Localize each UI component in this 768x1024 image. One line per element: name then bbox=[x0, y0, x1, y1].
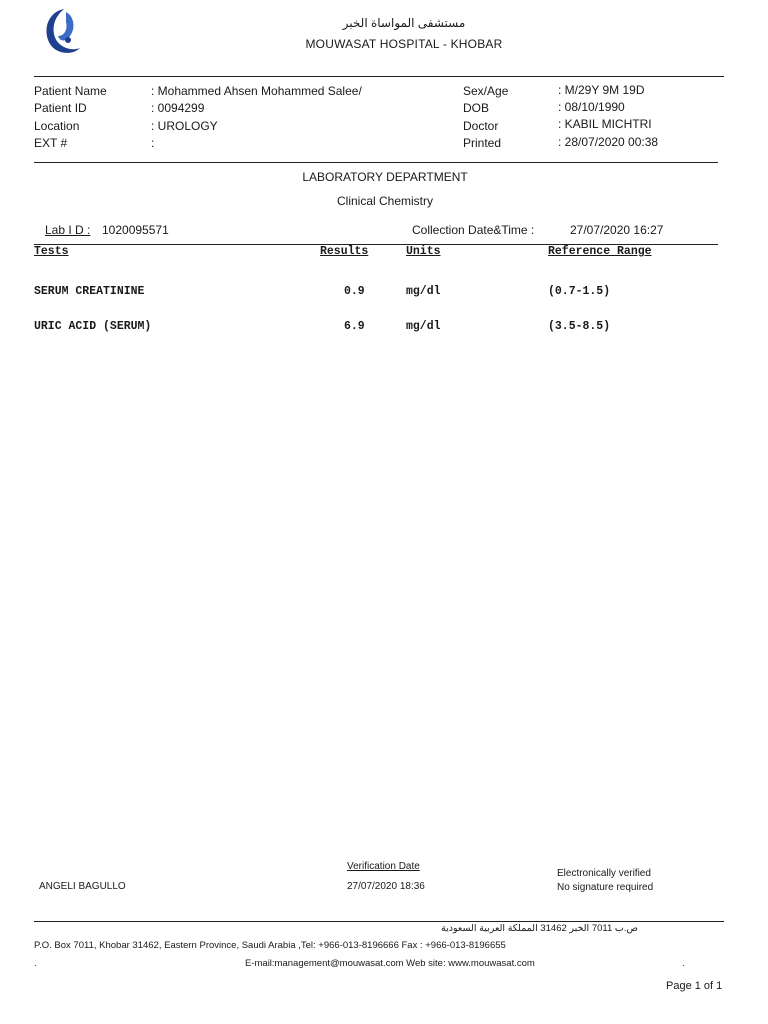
dob-label: DOB bbox=[463, 101, 490, 115]
footer-address-arabic: ص.ب 7011 الخبر 31462 المملكة العربية السعودية bbox=[441, 923, 638, 934]
collection-label: Collection Date&Time : bbox=[412, 223, 535, 237]
row-2-result: 6.9 bbox=[344, 320, 365, 333]
row-2-range: (3.5-8.5) bbox=[548, 320, 611, 333]
sex-age-value: : M/29Y 9M 19D bbox=[558, 83, 645, 97]
sex-age-label: Sex/Age bbox=[463, 84, 509, 98]
info-divider bbox=[34, 162, 718, 163]
collection-value: 27/07/2020 16:27 bbox=[570, 223, 664, 237]
header-divider bbox=[34, 76, 724, 77]
location-label: Location bbox=[34, 119, 80, 133]
printed-label: Printed bbox=[463, 136, 502, 150]
ext-value: : bbox=[151, 136, 155, 150]
doctor-value: : KABIL MICHTRI bbox=[558, 117, 652, 131]
location-value: : UROLOGY bbox=[151, 119, 218, 133]
header-units: Units bbox=[406, 245, 441, 258]
header-results: Results bbox=[320, 245, 369, 258]
row-1-test: SERUM CREATININE bbox=[34, 285, 145, 298]
verification-date-label: Verification Date bbox=[347, 861, 420, 872]
doctor-label: Doctor bbox=[463, 119, 499, 133]
row-1-unit: mg/dl bbox=[406, 285, 441, 298]
row-1-range: (0.7-1.5) bbox=[548, 285, 611, 298]
patient-name-label: Patient Name bbox=[34, 84, 107, 98]
verification-date-value: 27/07/2020 18:36 bbox=[347, 881, 425, 892]
section-title: Clinical Chemistry bbox=[336, 194, 434, 208]
department-title: LABORATORY DEPARTMENT bbox=[302, 170, 468, 184]
header-tests: Tests bbox=[34, 245, 69, 258]
header-reference-range: Reference Range bbox=[548, 245, 652, 258]
technician-name: ANGELI BAGULLO bbox=[39, 881, 126, 892]
footer-dot-left: . bbox=[34, 958, 37, 969]
ext-label: EXT # bbox=[34, 136, 68, 150]
no-signature-text: No signature required bbox=[557, 882, 654, 893]
lab-id-label: Lab I D : bbox=[45, 223, 91, 237]
footer-dot-right: . bbox=[682, 958, 685, 969]
lab-id-value: 1020095571 bbox=[102, 223, 169, 237]
row-2-unit: mg/dl bbox=[406, 320, 441, 333]
footer-divider bbox=[34, 921, 724, 922]
patient-name-value: : Mohammed Ahsen Mohammed Salee/ bbox=[151, 84, 362, 98]
electronic-verified-text: Electronically verified bbox=[557, 868, 651, 879]
patient-id-label: Patient ID bbox=[34, 101, 87, 115]
hospital-name-english: MOUWASAT HOSPITAL - KHOBAR bbox=[305, 37, 503, 51]
footer-address-english: P.O. Box 7011, Khobar 31462, Eastern Province, Saudi Arabia ,Tel: +966-013-8196666 Fax : +966-013-8196655 bbox=[34, 940, 506, 951]
page-number: Page 1 of 1 bbox=[666, 980, 723, 992]
footer-contact: E-mail:management@mouwasat.com Web site: www.mouwasat.com bbox=[245, 958, 535, 969]
patient-id-value: : 0094299 bbox=[151, 101, 205, 115]
row-1-result: 0.9 bbox=[344, 285, 365, 298]
dob-value: : 08/10/1990 bbox=[558, 100, 625, 114]
printed-value: : 28/07/2020 00:38 bbox=[558, 135, 659, 149]
hospital-name-arabic: مستشفى المواساة الخبر bbox=[342, 16, 466, 30]
row-2-test: URIC ACID (SERUM) bbox=[34, 320, 152, 333]
